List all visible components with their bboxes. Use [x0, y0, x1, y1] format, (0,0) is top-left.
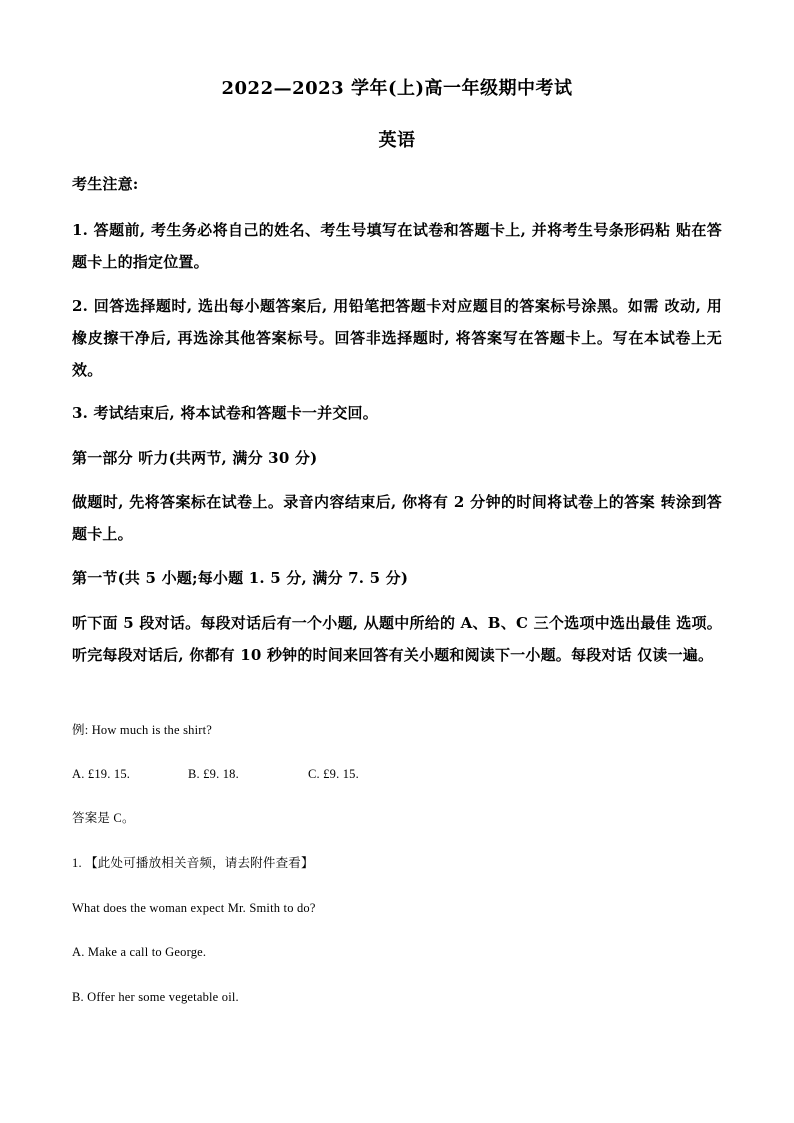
example-question: 例: How much is the shirt? — [72, 723, 213, 737]
section1-instruction: 听下面 5 段对话。每段对话后有一个小题, 从题中所给的 A、B、C 三个选项中选出最佳 选项。听完每段对话后, 你都有 10 秒钟的时间来回答有关小题和阅读下一小题。每段对话 仅读一遍。 — [72, 614, 722, 664]
exam-title: 2022—2023 学年(上)高一年级期中考试 — [221, 78, 573, 99]
q1-option-a: A. Make a call to George. — [72, 945, 207, 959]
q1-audio-note: 1. 【此处可播放相关音频，请去附件查看】 — [72, 856, 314, 870]
q1-option-b: B. Offer her some vegetable oil. — [72, 990, 239, 1004]
part1-instruction: 做题时, 先将答案标在试卷上。录音内容结束后, 你将有 2 分钟的时间将试卷上的答案 转涂到答题卡上。 — [72, 493, 722, 543]
notice-item-3: 3. 考试结束后, 将本试卷和答题卡一并交回。 — [72, 404, 378, 422]
notice-heading: 考生注意: — [72, 175, 139, 193]
notice-item-1: 1. 答题前, 考生务必将自己的姓名、考生号填写在试卷和答题卡上, 并将考生号条形码粘 贴在答题卡上的指定位置。 — [72, 221, 722, 271]
example-answer: 答案是 C。 — [72, 811, 135, 825]
example-option-b: B. £9. 18. — [188, 767, 239, 781]
part1-heading: 第一部分 听力(共两节, 满分 30 分) — [72, 449, 318, 467]
exam-subject: 英语 — [378, 130, 416, 151]
q1-question: What does the woman expect Mr. Smith to do? — [72, 901, 316, 915]
example-option-c: C. £9. 15. — [308, 767, 359, 781]
example-option-a: A. £19. 15. — [72, 767, 131, 781]
notice-item-2: 2. 回答选择题时, 选出每小题答案后, 用铅笔把答题卡对应题目的答案标号涂黑。如需 改动, 用橡皮擦干净后, 再选涂其他答案标号。回答非选择题时, 将答案写在答题卡上。写在本试卷上无效。 — [72, 297, 722, 379]
example-options — [72, 764, 722, 784]
section1-heading: 第一节(共 5 小题;每小题 1. 5 分, 满分 7. 5 分) — [72, 569, 409, 587]
